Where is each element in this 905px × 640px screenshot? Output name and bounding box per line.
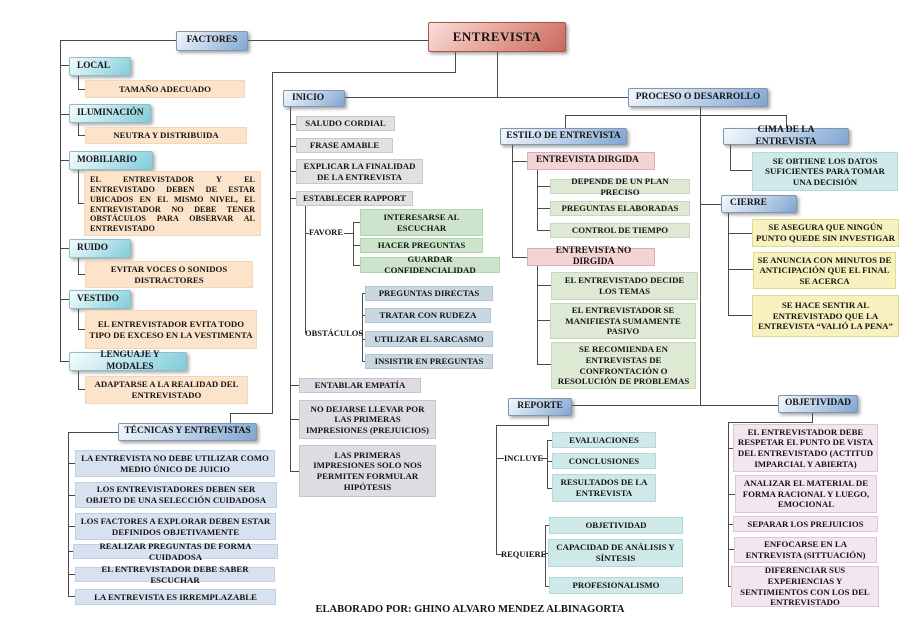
connector-line <box>728 494 735 495</box>
connector-line <box>248 40 428 41</box>
node-requiere-item: OBJETIVIDAD <box>549 517 683 534</box>
node-reporte-header: REPORTE <box>508 398 572 416</box>
connector-line <box>78 89 85 90</box>
node-no-dirigida-item: EL ENTREVISTADO DECIDE LOS TEMAS <box>551 272 698 300</box>
connector-line <box>497 52 498 97</box>
node-no-dirigida-item: EL ENTREVISTADOR SE MANIFIESTA SUMAMENTE PASIVO <box>550 303 696 339</box>
connector-line <box>290 419 299 420</box>
node-factor-ruido: RUIDO <box>69 239 131 258</box>
node-inicio-extra: LAS PRIMERAS IMPRESIONES SOLO NOS PERMITEN FORMULAR HIPÓTESIS <box>299 445 436 497</box>
connector-line <box>230 413 231 423</box>
connector-line <box>78 135 85 136</box>
node-cierre-header: CIERRE <box>721 195 797 213</box>
connector-line <box>230 413 273 414</box>
node-entrevista-dirigida: ENTREVISTA DIRGIDA <box>527 152 655 170</box>
connector-line <box>78 329 85 330</box>
connector-line <box>68 463 75 464</box>
node-obstaculo-item: TRATAR CON RUDEZA <box>365 308 491 323</box>
node-incluye-item: RESULTADOS DE LA ENTREVISTA <box>552 474 656 502</box>
node-factor-mobiliario-detail: EL ENTREVISTADOR Y EL ENTREVISTADO DEBEN DE ESTAR UBICADOS EN EL MISMO NIVEL, EL ENTREVISTADOR NO DEBE TENER OBSTÁCULOS PARA OBSERVAR AL ENTREVISTADO <box>84 171 261 236</box>
node-entrevista-root: ENTREVISTA <box>428 22 566 52</box>
node-factor-lenguaje: LENGUAJE Y MODALES <box>69 352 187 371</box>
connector-line <box>512 257 527 258</box>
node-inicio-header: INICIO <box>283 90 345 107</box>
node-tecnica-item: REALIZAR PREGUNTAS DE FORMA CUIDADOSA <box>73 544 278 559</box>
node-requiere-item: PROFESIONALISMO <box>549 577 683 594</box>
connector-line <box>730 170 752 171</box>
node-favore-item: INTERESARSE AL ESCUCHAR <box>360 209 483 236</box>
node-objetividad-item: ANALIZAR EL MATERIAL DE FORMA RACIONAL Y LUEGO, EMOCIONAL <box>735 475 877 513</box>
label-requiere: REQUIERE <box>501 549 547 559</box>
connector-line <box>78 122 79 136</box>
node-tecnica-item: LA ENTREVISTA NO DEBE UTILIZAR COMO MEDIO ÚNICO DE JUICIO <box>75 450 275 477</box>
connector-line <box>537 285 551 286</box>
label-incluye: INCLUYE <box>504 453 544 463</box>
label-favore: FAVORE <box>309 227 343 237</box>
connector-line <box>78 389 85 390</box>
node-cierre-item: SE HACE SENTIR AL ENTREVISTADO QUE LA ENTREVISTA “VALIÓ LA PENA” <box>752 295 899 337</box>
node-tecnica-item: LOS FACTORES A EXPLORAR DEBEN ESTAR DEFINIDOS OBJETIVAMENTE <box>75 513 276 540</box>
node-estilo-header: ESTILO DE ENTREVISTA <box>500 128 627 145</box>
connector-line <box>78 274 85 275</box>
connector-line <box>78 308 79 330</box>
node-factor-iluminacion: ILUMINACIÓN <box>69 104 151 123</box>
node-dirigida-item: CONTROL DE TIEMPO <box>550 223 690 238</box>
credit-text: ELABORADO POR: GHINO ALVARO MENDEZ ALBINAGORTA <box>315 604 625 615</box>
node-factor-mobiliario: MOBILIARIO <box>69 151 153 170</box>
connector-line <box>565 115 566 129</box>
connector-line <box>728 213 729 316</box>
node-objetividad-header: OBJETIVIDAD <box>778 395 858 413</box>
node-factor-vestido: VESTIDO <box>69 290 131 309</box>
node-cima-header: CIMA DE LA ENTREVISTA <box>723 128 849 145</box>
node-tecnica-item: LOS ENTREVISTADORES DEBEN SER OBJETO DE UNA SELECCIÓN CUIDADOSA <box>75 482 277 508</box>
node-inicio-extra: NO DEJARSE LLEVAR POR LAS PRIMERAS IMPRESIONES (PREJUICIOS) <box>299 400 436 439</box>
connector-line <box>60 299 69 300</box>
connector-line <box>728 233 752 234</box>
connector-line <box>496 425 549 426</box>
node-factor-vestido-detail: EL ENTREVISTADOR EVITA TODO TIPO DE EXCESO EN LA VESTIMENTA <box>85 310 257 349</box>
connector-line <box>68 432 118 433</box>
label-obstaculos: OBSTÁCULOS <box>305 328 364 338</box>
connector-line <box>537 230 550 231</box>
node-tecnica-item: LA ENTREVISTA ES IRREMPLAZABLE <box>75 589 276 605</box>
connector-line <box>455 52 456 72</box>
node-tecnicas-header: TÉCNICAS Y ENTREVISTAS <box>118 423 257 441</box>
connector-line <box>68 574 75 575</box>
connector-line <box>353 222 354 266</box>
connector-line <box>60 40 61 362</box>
node-incluye-item: CONCLUSIONES <box>552 453 656 469</box>
connector-line <box>60 65 69 66</box>
connector-line <box>60 114 69 115</box>
node-incluye-item: EVALUACIONES <box>552 432 656 448</box>
node-obstaculo-item: UTILIZAR EL SARCASMO <box>365 331 493 347</box>
connector-line <box>68 495 75 496</box>
node-entrevista-no-dirigida: ENTREVISTA NO DIRGIDA <box>527 248 655 266</box>
connector-line <box>60 40 176 41</box>
connector-line <box>537 364 551 365</box>
connector-line <box>728 422 729 587</box>
connector-line <box>60 361 69 362</box>
connector-line <box>537 170 538 231</box>
connector-line <box>353 222 360 223</box>
connector-line <box>537 320 550 321</box>
connector-line <box>537 266 538 365</box>
connector-line <box>60 248 69 249</box>
node-cierre-item: SE ANUNCIA CON MINUTOS DE ANTICIPACIÓN QUE EL FINAL SE ACERCA <box>753 252 896 289</box>
connector-line <box>68 432 69 597</box>
connector-line <box>272 72 456 73</box>
connector-line <box>78 75 79 90</box>
node-factor-local-detail: TAMAÑO ADECUADO <box>85 80 245 98</box>
connector-line <box>728 315 752 316</box>
node-objetividad-item: EL ENTREVISTADOR DEBE RESPETAR EL PUNTO DE VISTA DEL ENTREVISTADO (ACTITUD IMPARCIAL Y ABIERTA) <box>733 424 878 472</box>
connector-line <box>305 206 306 333</box>
connector-line <box>272 72 273 413</box>
connector-line <box>565 115 786 116</box>
node-obstaculo-item: PREGUNTAS DIRECTAS <box>365 286 493 301</box>
node-factor-iluminacion-detail: NEUTRA Y DISTRIBUIDA <box>85 127 247 144</box>
node-inicio-step: SALUDO CORDIAL <box>296 116 395 131</box>
node-objetividad-item: SEPARAR LOS PREJUICIOS <box>733 516 878 532</box>
node-requiere-item: CAPACIDAD DE ANÁLISIS Y SÍNTESIS <box>548 539 683 567</box>
node-inicio-step: FRASE AMABLE <box>296 138 393 153</box>
node-inicio-extra: ENTABLAR EMPATÍA <box>299 378 421 393</box>
node-cima-detail: SE OBTIENE LOS DATOS SUFICIENTES PARA TOMAR UNA DECISIÓN <box>752 152 898 191</box>
node-objetividad-item: DIFERENCIAR SUS EXPERIENCIAS Y SENTIMIENTOS CON LOS DEL ENTREVISTADO <box>731 566 879 607</box>
node-no-dirigida-item: SE RECOMIENDA EN ENTREVISTAS DE CONFRONTACIÓN O RESOLUCIÓN DE PROBLEMAS <box>551 342 696 389</box>
connector-line <box>78 370 79 390</box>
connector-line <box>728 269 753 270</box>
connector-line <box>728 422 813 423</box>
connector-line <box>290 106 291 471</box>
connector-line <box>290 385 299 386</box>
node-inicio-step: ESTABLECER RAPPORT <box>296 191 413 206</box>
node-favore-item: GUARDAR CONFIDENCIALIDAD <box>360 257 500 273</box>
connector-line <box>572 405 778 406</box>
connector-line <box>496 425 497 555</box>
connector-line <box>496 458 504 459</box>
node-proceso-header: PROCESO O DESARROLLO <box>628 88 768 107</box>
node-inicio-step: EXPLICAR LA FINALIDAD DE LA ENTREVISTA <box>296 159 423 184</box>
connector-line <box>512 161 527 162</box>
connector-line <box>78 257 79 275</box>
connector-line <box>700 107 701 405</box>
node-objetividad-item: ENFOCARSE EN LA ENTREVISTA (SITTUACIÓN) <box>734 537 877 563</box>
connector-line <box>345 97 628 98</box>
connector-line <box>68 596 75 597</box>
node-tecnica-item: EL ENTREVISTADOR DEBE SABER ESCUCHAR <box>75 567 275 582</box>
connector-line <box>60 160 69 161</box>
connector-line <box>290 471 299 472</box>
node-factor-ruido-detail: EVITAR VOCES O SONIDOS DISTRACTORES <box>85 261 253 288</box>
node-favore-item: HACER PREGUNTAS <box>360 238 483 253</box>
node-obstaculo-item: INSISTIR EN PREGUNTAS <box>365 354 493 369</box>
connector-line <box>547 440 548 488</box>
connector-line <box>730 145 731 171</box>
node-factor-lenguaje-detail: ADAPTARSE A LA REALIDAD DEL ENTREVISTADO <box>85 376 248 404</box>
node-dirigida-item: DEPENDE DE UN PLAN PRECISO <box>550 179 690 194</box>
connector-line <box>700 204 721 205</box>
connector-line <box>78 169 79 204</box>
node-cierre-item: SE ASEGURA QUE NINGÚN PUNTO QUEDE SIN INVESTIGAR <box>752 219 899 247</box>
node-dirigida-item: PREGUNTAS ELABORADAS <box>550 201 690 216</box>
connector-line <box>68 526 75 527</box>
connector-line <box>344 233 353 234</box>
connector-line <box>537 208 550 209</box>
node-factor-local: LOCAL <box>69 57 131 76</box>
connector-line <box>537 186 550 187</box>
node-factores-header: FACTORES <box>176 31 248 51</box>
